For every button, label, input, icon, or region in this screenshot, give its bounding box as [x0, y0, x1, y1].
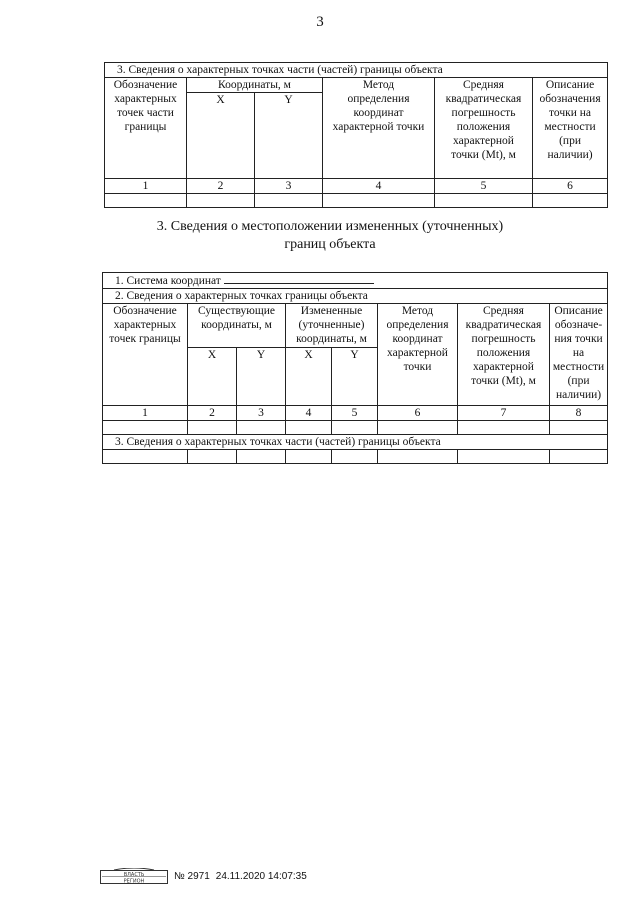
changed-boundary-table: [102, 272, 608, 464]
table-caption: 3. Сведения о характерных точках части (частей) границы объекта: [105, 63, 608, 78]
empty-cell: [323, 194, 435, 208]
points-caption: 2. Сведения о характерных точках границы объекта: [103, 289, 608, 304]
header-changed-y: Y: [332, 348, 378, 406]
header-existing-y: Y: [237, 348, 286, 406]
boundary-parts-table: [104, 62, 608, 208]
parts-caption: 3. Сведения о характерных точках части (частей) границы объекта: [103, 435, 608, 450]
empty-cell: [105, 194, 187, 208]
section-heading: 3. Сведения о местоположении измененных (уточненных) границ объекта: [156, 219, 504, 252]
empty-cell: [550, 421, 608, 435]
header-y: Y: [255, 93, 323, 179]
registry-emblem-icon: [100, 868, 168, 884]
empty-cell: [458, 421, 550, 435]
header-error: Средняя квадратическая погрешность положения характерной точки (Mt), м: [435, 78, 533, 179]
document-number: № 2971: [174, 870, 210, 882]
document-footer: [100, 868, 307, 884]
column-number: 6: [378, 406, 458, 421]
column-number: 2: [187, 179, 255, 194]
header-description: Описание обозначения точки на местности (при наличии): [533, 78, 608, 179]
header-existing: Существующие координаты, м: [188, 304, 286, 348]
empty-cell: [237, 421, 286, 435]
column-number: 1: [105, 179, 187, 194]
column-number: 2: [188, 406, 237, 421]
header-coordinates: Координаты, м: [187, 78, 323, 93]
coordinate-system-row: [103, 273, 608, 289]
empty-cell: [332, 421, 378, 435]
empty-cell: [188, 450, 237, 464]
page-number: 3: [316, 14, 324, 30]
empty-cell: [237, 450, 286, 464]
header-changed-x: X: [286, 348, 332, 406]
empty-cell: [550, 450, 608, 464]
empty-cell: [286, 450, 332, 464]
header-method: Метод определения координат характерной точки: [323, 78, 435, 179]
empty-cell: [435, 194, 533, 208]
column-number: 6: [533, 179, 608, 194]
empty-cell: [187, 194, 255, 208]
header-description: Описание обозначе- ния точки на местности (при наличии): [550, 304, 608, 406]
empty-cell: [533, 194, 608, 208]
column-number: 4: [286, 406, 332, 421]
column-number: 8: [550, 406, 608, 421]
empty-cell: [378, 450, 458, 464]
empty-cell: [255, 194, 323, 208]
header-designation: Обозначение характерных точек границы: [103, 304, 188, 406]
header-changed: Измененные (уточненные) координаты, м: [286, 304, 378, 348]
column-number: 3: [237, 406, 286, 421]
column-number: 7: [458, 406, 550, 421]
empty-cell: [103, 450, 188, 464]
coordinate-system-label: 1. Система координат: [115, 275, 221, 287]
empty-cell: [188, 421, 237, 435]
column-number: 3: [255, 179, 323, 194]
header-method: Метод определения координат характерной точки: [378, 304, 458, 406]
emblem-text-top: ВЛАСТЬ: [123, 872, 145, 878]
column-number: 5: [332, 406, 378, 421]
header-existing-x: X: [188, 348, 237, 406]
empty-cell: [103, 421, 188, 435]
coordinate-system-blank: [224, 273, 374, 284]
header-error: Средняя квадратическая погрешность положения характерной точки (Mt), м: [458, 304, 550, 406]
empty-cell: [332, 450, 378, 464]
emblem-text-bottom: РЕГИОН: [123, 878, 145, 884]
document-datetime: 24.11.2020 14:07:35: [215, 870, 307, 882]
column-number: 5: [435, 179, 533, 194]
empty-cell: [458, 450, 550, 464]
column-number: 1: [103, 406, 188, 421]
column-number: 4: [323, 179, 435, 194]
header-x: X: [187, 93, 255, 179]
empty-cell: [378, 421, 458, 435]
header-designation: Обозначение характерных точек части границы: [105, 78, 187, 179]
empty-cell: [286, 421, 332, 435]
